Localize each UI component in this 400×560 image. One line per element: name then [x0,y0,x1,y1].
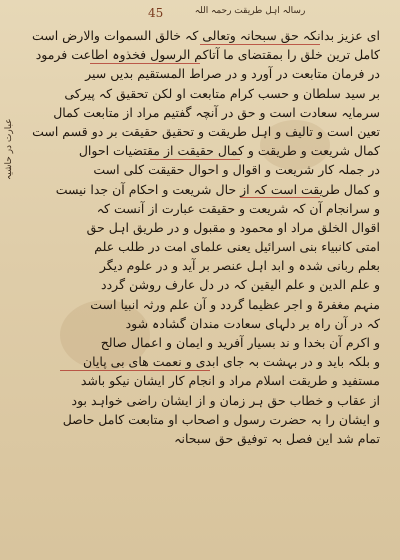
text-line: و ایشان را بہ حضرت رسول و اصحاب او متابعت کامل حاصل [62,411,380,427]
text-line: سرمایہ سعادت است و حق در آنچہ گفتیم مراد از متابعت کمال [53,104,380,120]
text-line: کہ در آن راہ بر دلہای سعادت مندان گشادہ شود [125,315,380,331]
text-line: کمال شریعت و طریقت و کمال حقیقت از مقتضیات احوال [78,143,380,159]
text-line: از عقاب و خطاب حق ہر زمان و از ایشان راضی خواہد بود [71,392,380,408]
text-line: و کمال طریقت است کہ از حال شریعت و احکام آن جدا نیست [55,181,380,197]
text-line: و سرانجام آن کہ شریعت و حقیقت عبارت از آنست کہ [96,200,380,216]
margin-note: عبارت در حاشیہ [4,118,14,180]
header-note: رسالہ اہل طریقت رحمہ اللہ [194,6,306,16]
text-line: تمام شد این فصل بہ توفیق حق سبحانہ [174,430,380,446]
manuscript-text [32,26,380,552]
text-line: کامل ترین خلق را بمقتضای ما آتاکم الرسول فخذوہ اطاعت فرمود [35,47,380,63]
text-line: و بلکہ باید و در بہشت بہ جای ابدی و نعمت های بی پایان [82,354,380,370]
text-line: بعلم ربانی شدہ و ابد اہل عنصر بر آید و در علوم دیگر [99,258,380,274]
text-line: ای عزیز بدانکہ حق سبحانہ وتعالی کہ خالق السموات والارض است [32,28,380,43]
text-line: منہم مغفرۃ و اجر عظیما گردد و آن علم ورثہ انبیا است [90,296,380,312]
text-line: اقوال الخلق مراد او محمود و مقبول و در طریق اہل حق [86,219,380,235]
text-line: و علم الدین و علم الیقین کہ در دل عارف روشن گردد [101,277,380,293]
text-line: در فرمان متابعت در آورد و در صراط المستقیم بدیں سیر [85,66,380,82]
folio-number: 45 [148,6,164,20]
text-line: در جملہ کار شریعت و اقوال و احوال حقیقت کلی است [93,162,380,178]
text-line: و اکرم آن بخدا و ند بسیار آفرید و ایمان و اعمال صالح [100,335,380,350]
text-line: بر سید سلطان و حسب کرام متابعت او لکن تحقیق کہ پیرکی [64,85,380,101]
text-line: مستفید و طریقت اسلام مراد و انجام کار ایشان نیکو باشد [80,373,380,389]
text-line: امتی کانبیاء بنی اسرائیل یعنی علمای امت در طلب علم [94,239,380,255]
text-line: تعین است و تالیف و اہل طریقت و تحقیق حقیقت بر دو قسم است [32,123,380,139]
